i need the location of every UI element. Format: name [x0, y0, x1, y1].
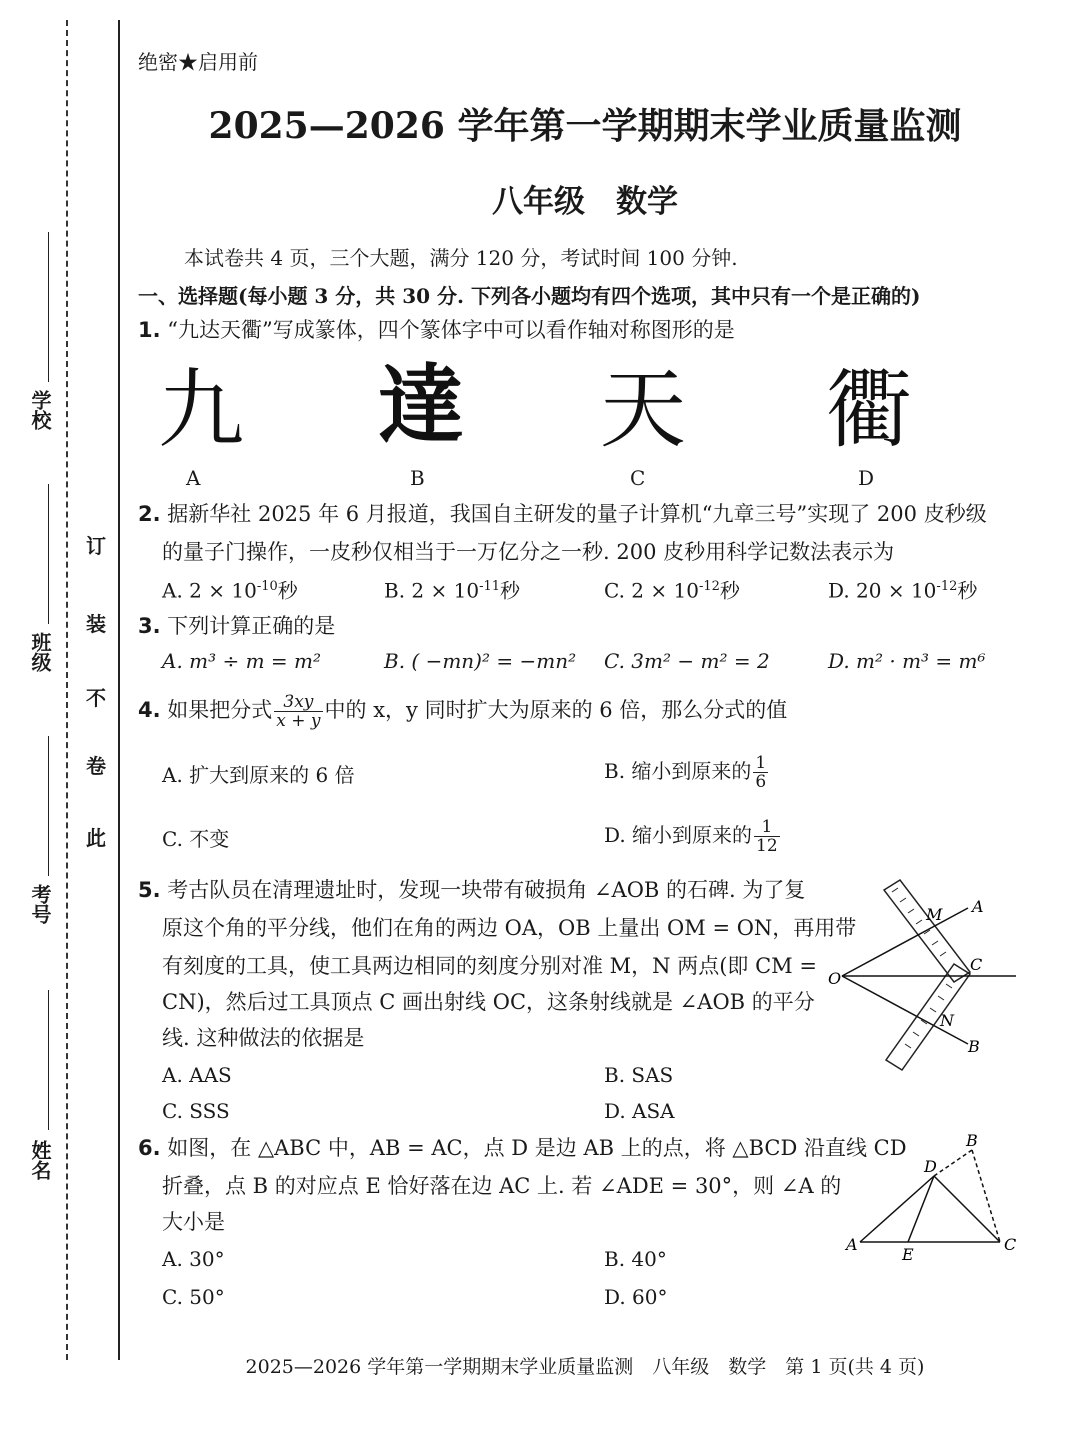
option-b — [384, 572, 520, 606]
question-text: 考古队员在清理遗址时，发现一块带有破损角 ∠AOB 的石碑. 为了复 — [167, 878, 806, 902]
option-text: B. 2 × 10 — [384, 578, 480, 603]
option-b: B. ( −mn)² = −mn² — [384, 649, 577, 673]
label-m: M — [926, 905, 943, 924]
question-6-line3: 大小是 — [162, 1210, 225, 1234]
question-4 — [138, 692, 787, 730]
exponent: -11 — [479, 579, 500, 594]
school-label: 学校 — [28, 390, 52, 430]
option-c: C. 3m² − m² = 2 — [604, 649, 770, 673]
section-heading: 一、选择题(每小题 3 分，共 30 分. 下列各小题均有四个选项，其中只有一个是正确的) — [138, 284, 921, 308]
exponent: -12 — [936, 579, 958, 594]
class-underline — [48, 484, 49, 624]
question-text: 如果把分式 — [167, 698, 273, 722]
option-text: B. 缩小到原来的 — [604, 759, 752, 783]
label-b: B — [966, 1131, 978, 1150]
option-c: C. 50° — [162, 1285, 225, 1309]
option-a: A. 30° — [162, 1247, 225, 1271]
question-text: 下列计算正确的是 — [167, 614, 336, 638]
q5-figure — [820, 872, 1030, 1084]
option-text: D. 20 × 10 — [828, 578, 937, 603]
binding-notice-char: 卷 — [86, 754, 106, 778]
question-6-line2: 折叠，点 B 的对应点 E 恰好落在边 AC 上. 若 ∠ADE = 30°，则 ∠A 的 — [162, 1174, 842, 1198]
question-2-line2: 的量子门操作，一皮秒仅相当于一万亿分之一秒. 200 皮秒用科学记数法表示为 — [162, 540, 895, 564]
question-text: 据新华社 2025 年 6 月报道，我国自主研发的量子计算机“九章三号”实现了 200 皮秒级 — [167, 502, 987, 526]
label-o: O — [828, 969, 842, 988]
binding-solid-line — [118, 20, 120, 1360]
label-c: C — [970, 955, 983, 974]
question-number: 3. — [138, 614, 161, 638]
option-d — [828, 572, 977, 606]
binding-dashed-line — [66, 20, 68, 1360]
fraction-numerator: 1 — [755, 753, 767, 773]
option-b — [604, 754, 770, 791]
question-number: 5. — [138, 878, 161, 902]
option-text: D. 缩小到原来的 — [604, 823, 753, 847]
glyph-label-a: A — [186, 466, 201, 490]
glyph-label-b: B — [410, 466, 425, 490]
unit: 秒 — [500, 578, 520, 603]
question-1 — [138, 312, 735, 348]
label-b: B — [968, 1037, 980, 1056]
option-text: A. 2 × 10 — [162, 578, 257, 603]
question-5-line5: 线. 这种做法的依据是 — [162, 1026, 365, 1050]
subject-title: 八年级 数学 — [492, 184, 678, 220]
binding-notice-char: 此 — [86, 826, 106, 850]
binding-notice-char: 不 — [86, 686, 106, 710]
option-a: A. 扩大到原来的 6 倍 — [162, 763, 355, 787]
question-5-line3: 有刻度的工具，使工具两边相同的刻度分别对准 M，N 两点(即 CM = — [162, 954, 817, 978]
option-text: C. 2 × 10 — [604, 578, 699, 603]
binding-notice-char: 订 — [86, 534, 106, 558]
question-text: 如图，在 △ABC 中，AB = AC，点 D 是边 AB 上的点，将 △BCD 沿直线 CD — [167, 1136, 907, 1160]
segment-ab — [860, 1176, 934, 1242]
fraction-numerator: 3xy — [274, 693, 322, 712]
option-b: B. SAS — [604, 1063, 674, 1087]
fraction — [753, 754, 768, 791]
segment-db-dashed — [934, 1150, 972, 1176]
glyph-label-c: C — [630, 466, 646, 490]
option-c: C. SSS — [162, 1099, 230, 1123]
q6-figure — [838, 1130, 1028, 1270]
seal-glyph-d: 衢 — [826, 360, 912, 460]
question-5-line4: CN)，然后过工具顶点 C 画出射线 OC，这条射线就是 ∠AOB 的平分 — [162, 990, 815, 1014]
option-d: D. m² · m³ = m⁶ — [828, 649, 986, 673]
seal-glyph-a: 九 — [158, 360, 244, 460]
label-a: A — [846, 1235, 858, 1254]
question-6 — [138, 1130, 907, 1166]
option-d: D. 60° — [604, 1285, 668, 1309]
exam-no-label: 考号 — [28, 884, 52, 924]
question-3 — [138, 608, 335, 644]
option-a — [162, 572, 298, 606]
glyph-label-d: D — [858, 466, 875, 490]
seal-glyph-c: 天 — [600, 360, 686, 460]
option-a: A. AAS — [162, 1063, 232, 1087]
exam-instructions: 本试卷共 4 页，三个大题，满分 120 分，考试时间 100 分钟. — [184, 246, 738, 270]
fraction-numerator: 1 — [754, 818, 780, 837]
question-text: “九达天衢”写成篆体，四个篆体字中可以看作轴对称图形的是 — [167, 318, 735, 342]
label-c: C — [1004, 1235, 1017, 1254]
class-label: 班级 — [28, 632, 52, 672]
exam-no-underline — [48, 736, 49, 876]
exponent: -12 — [698, 579, 720, 594]
segment-de — [908, 1176, 934, 1242]
question-5 — [138, 872, 805, 908]
label-a: A — [972, 897, 984, 916]
secret-mark: 绝密★启用前 — [138, 50, 258, 74]
option-c — [604, 572, 740, 606]
label-n: N — [940, 1011, 954, 1030]
exponent: -10 — [256, 579, 278, 594]
question-number: 4. — [138, 698, 161, 722]
option-b: B. 40° — [604, 1247, 667, 1271]
fraction-denominator: x + y — [276, 711, 321, 731]
name-underline — [48, 990, 49, 1130]
fraction — [754, 818, 780, 855]
segment-dc — [934, 1176, 1000, 1242]
label-d: D — [924, 1157, 937, 1176]
page-footer: 2025—2026 学年第一学期期末学业质量监测 八年级 数学 第 1 页(共 4 页) — [245, 1356, 925, 1378]
question-text: 中的 x，y 同时扩大为原来的 6 倍，那么分式的值 — [324, 698, 788, 722]
seal-glyph-b: 達 — [378, 355, 464, 456]
question-number: 6. — [138, 1136, 161, 1160]
question-2 — [138, 496, 987, 532]
label-e: E — [902, 1245, 914, 1264]
option-d — [604, 818, 782, 855]
option-a: A. m³ ÷ m = m² — [162, 649, 322, 673]
unit: 秒 — [277, 578, 298, 603]
name-label: 姓名 — [28, 1140, 52, 1180]
question-number: 1. — [138, 318, 161, 342]
fraction — [274, 693, 322, 730]
question-5-line2: 原这个角的平分线，他们在角的两边 OA，OB 上量出 OM = ON，再用带 — [162, 916, 857, 940]
fraction-denominator: 12 — [756, 836, 778, 856]
option-c: C. 不变 — [162, 827, 230, 851]
binding-notice-char: 装 — [86, 612, 106, 636]
option-d: D. ASA — [604, 1099, 675, 1123]
unit: 秒 — [719, 578, 740, 603]
question-number: 2. — [138, 502, 161, 526]
unit: 秒 — [957, 578, 978, 603]
school-underline — [48, 232, 49, 382]
exam-title: 2025—2026 学年第一学期期末学业质量监测 — [208, 105, 962, 147]
fraction-denominator: 6 — [755, 772, 767, 792]
